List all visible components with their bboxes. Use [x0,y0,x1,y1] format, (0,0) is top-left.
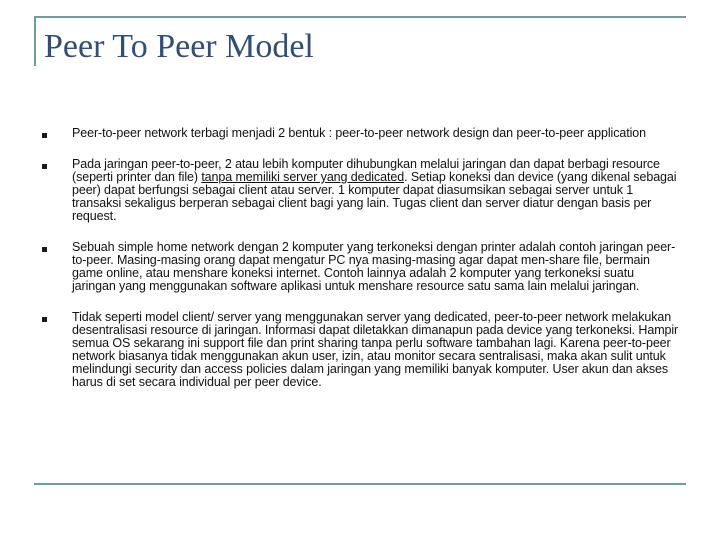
bullet-item [40,241,680,293]
bullet-item [40,311,680,389]
title-frame-vertical-rule [34,16,36,66]
bullet-list [40,127,680,389]
bullet-text [72,158,680,223]
square-bullet-icon [42,247,47,252]
bullet-text: Sebuah simple home network dengan 2 komputer yang terkoneksi dengan printer adalah contoh jaringan peer-to-peer. Masing-masing orang dapat mengatur PC nya masing-masing agar dapat men-share file, bermain game online, atau menshare koneksi internet. Contoh lainnya adalah 2 komputer yang terkoneksi suatu jaringan yang menggunakan software aplikasi untuk menshare resource satu sama lain melalui jaringan. [72,240,676,293]
bullet-text-part: . Setiap koneksi dan device (yang dikenal sebagai peer) dapat berfungsi sebagai client atau server. 1 komputer dapat diasumsikan sebagai server untuk 1 transaksi sekaligus berperan sebagai client bagi yang lain. Tugas client dan server diatur dengan basis per request. [72,170,677,223]
square-bullet-icon [42,164,47,169]
bullet-text-part: Pada jaringan peer-to-peer, 2 atau lebih komputer dihubungkan melalui jaringan dan dapat berbagi resource (seperti printer dan file) [72,157,660,184]
bullet-item [40,158,680,223]
slide-title: Peer To Peer Model [44,28,314,65]
bullet-text: Tidak seperti model client/ server yang menggunakan server yang dedicated, peer-to-peer network melakukan desentralisasi resource di jaringan. Informasi dapat diletakkan dimanapun pada device yang terkoneksi. Hampir semua OS sekarang ini support file dan print sharing tanpa perlu software tambahan lagi. Karena peer-to-peer network biasanya tidak menggunakan akun user, izin, atau monitor secara sentralisasi, maka akan sulit untuk melindungi security dan access policies dalam jaringan yang memiliki banyak komputer. User akun dan akses harus di set secara individual per peer device. [72,310,679,389]
square-bullet-icon [42,317,47,322]
bullet-item [40,127,680,140]
bullet-text: Peer-to-peer network terbagi menjadi 2 bentuk : peer-to-peer network design dan peer-to-peer application [72,126,646,140]
bottom-divider [34,483,686,485]
square-bullet-icon [42,133,47,138]
title-frame-horizontal-rule [34,16,686,18]
underlined-phrase: tanpa memiliki server yang dedicated [201,170,405,184]
